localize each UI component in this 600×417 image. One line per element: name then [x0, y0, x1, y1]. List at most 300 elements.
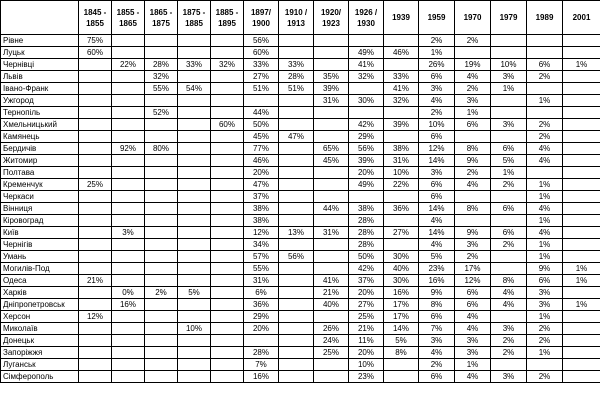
value-cell: 37% — [349, 275, 384, 287]
value-cell — [384, 371, 419, 383]
table-row — [1, 251, 600, 263]
value-cell: 31% — [384, 155, 419, 167]
value-cell: 54% — [178, 83, 211, 95]
value-cell — [145, 167, 178, 179]
value-cell: 4% — [419, 215, 455, 227]
value-cell — [314, 179, 349, 191]
value-cell — [178, 143, 211, 155]
table-row — [1, 167, 600, 179]
value-cell — [211, 203, 244, 215]
value-cell — [314, 167, 349, 179]
value-cell: 11% — [349, 335, 384, 347]
value-cell: 51% — [244, 83, 279, 95]
value-cell: 1% — [527, 191, 563, 203]
value-cell — [178, 299, 211, 311]
value-cell: 38% — [349, 203, 384, 215]
value-cell: 92% — [112, 143, 145, 155]
value-cell: 20% — [244, 167, 279, 179]
header-period-cell: 1865 - 1875 — [145, 1, 178, 35]
value-cell — [563, 239, 600, 251]
value-cell — [211, 167, 244, 179]
city-name-cell: Полтава — [1, 167, 79, 179]
table-row — [1, 371, 600, 383]
value-cell — [279, 287, 314, 299]
value-cell: 5% — [384, 335, 419, 347]
value-cell — [563, 35, 600, 47]
value-cell: 4% — [455, 71, 491, 83]
value-cell: 6% — [527, 275, 563, 287]
value-cell: 33% — [384, 71, 419, 83]
value-cell — [211, 95, 244, 107]
value-cell — [563, 95, 600, 107]
city-name-cell: Чернівці — [1, 59, 79, 71]
value-cell — [279, 143, 314, 155]
value-cell: 36% — [244, 299, 279, 311]
value-cell: 2% — [419, 35, 455, 47]
value-cell: 1% — [527, 215, 563, 227]
value-cell — [211, 347, 244, 359]
city-name-cell: Чернігів — [1, 239, 79, 251]
value-cell: 55% — [244, 263, 279, 275]
value-cell — [145, 179, 178, 191]
value-cell — [145, 359, 178, 371]
value-cell — [211, 47, 244, 59]
value-cell — [79, 263, 112, 275]
value-cell: 5% — [491, 155, 527, 167]
value-cell — [211, 275, 244, 287]
table-row — [1, 119, 600, 131]
value-cell: 41% — [384, 83, 419, 95]
value-cell: 13% — [279, 227, 314, 239]
value-cell — [279, 299, 314, 311]
value-cell — [112, 203, 145, 215]
value-cell — [79, 359, 112, 371]
city-name-cell: Донецьк — [1, 335, 79, 347]
value-cell — [563, 323, 600, 335]
value-cell: 10% — [491, 59, 527, 71]
value-cell: 1% — [491, 167, 527, 179]
value-cell: 39% — [384, 119, 419, 131]
value-cell — [527, 359, 563, 371]
city-name-cell: Луганськ — [1, 359, 79, 371]
value-cell: 8% — [384, 347, 419, 359]
value-cell: 9% — [527, 263, 563, 275]
value-cell: 1% — [527, 311, 563, 323]
value-cell: 31% — [314, 227, 349, 239]
value-cell — [79, 119, 112, 131]
value-cell: 23% — [349, 371, 384, 383]
value-cell — [112, 191, 145, 203]
city-name-cell: Дніпропетровськ — [1, 299, 79, 311]
value-cell: 4% — [527, 227, 563, 239]
city-name-cell: Кременчук — [1, 179, 79, 191]
value-cell — [279, 35, 314, 47]
value-cell: 1% — [527, 179, 563, 191]
value-cell — [279, 275, 314, 287]
value-cell — [145, 323, 178, 335]
value-cell: 12% — [244, 227, 279, 239]
value-cell: 31% — [244, 275, 279, 287]
value-cell — [211, 155, 244, 167]
value-cell: 6% — [491, 203, 527, 215]
value-cell — [112, 359, 145, 371]
city-name-cell: Луцьк — [1, 47, 79, 59]
value-cell: 27% — [349, 299, 384, 311]
value-cell — [79, 323, 112, 335]
value-cell — [384, 359, 419, 371]
value-cell — [563, 311, 600, 323]
value-cell: 47% — [244, 179, 279, 191]
value-cell: 32% — [145, 71, 178, 83]
value-cell: 6% — [419, 71, 455, 83]
value-cell: 28% — [349, 215, 384, 227]
value-cell: 3% — [112, 227, 145, 239]
value-cell — [112, 239, 145, 251]
city-name-cell: Хмельницький — [1, 119, 79, 131]
city-name-cell: Львів — [1, 71, 79, 83]
value-cell — [211, 83, 244, 95]
value-cell — [79, 371, 112, 383]
value-cell: 3% — [419, 335, 455, 347]
value-cell: 1% — [455, 107, 491, 119]
value-cell: 16% — [384, 287, 419, 299]
value-cell — [178, 263, 211, 275]
table-row — [1, 275, 600, 287]
value-cell: 4% — [455, 311, 491, 323]
value-cell — [178, 35, 211, 47]
value-cell: 3% — [455, 335, 491, 347]
value-cell: 1% — [527, 347, 563, 359]
header-period-cell: 1920/ 1923 — [314, 1, 349, 35]
value-cell — [145, 335, 178, 347]
value-cell: 2% — [527, 71, 563, 83]
table-row — [1, 323, 600, 335]
value-cell: 4% — [455, 323, 491, 335]
value-cell — [211, 287, 244, 299]
value-cell — [178, 167, 211, 179]
value-cell — [279, 119, 314, 131]
value-cell: 4% — [527, 155, 563, 167]
value-cell — [178, 95, 211, 107]
value-cell: 38% — [244, 203, 279, 215]
value-cell: 40% — [314, 299, 349, 311]
value-cell: 0% — [112, 287, 145, 299]
value-cell: 2% — [491, 239, 527, 251]
value-cell — [178, 47, 211, 59]
value-cell: 75% — [79, 35, 112, 47]
value-cell — [314, 35, 349, 47]
value-cell — [178, 131, 211, 143]
value-cell — [178, 215, 211, 227]
header-period-cell: 1845 - 1855 — [79, 1, 112, 35]
value-cell — [112, 167, 145, 179]
value-cell — [145, 47, 178, 59]
value-cell — [112, 275, 145, 287]
header-period-cell: 1875 - 1885 — [178, 1, 211, 35]
value-cell — [314, 251, 349, 263]
header-period-cell: 1970 — [455, 1, 491, 35]
value-cell — [211, 239, 244, 251]
value-cell — [384, 191, 419, 203]
value-cell: 47% — [279, 131, 314, 143]
value-cell — [314, 131, 349, 143]
value-cell — [145, 119, 178, 131]
value-cell — [112, 131, 145, 143]
value-cell — [211, 107, 244, 119]
value-cell — [145, 95, 178, 107]
value-cell — [79, 191, 112, 203]
value-cell — [491, 107, 527, 119]
value-cell — [563, 227, 600, 239]
value-cell — [279, 335, 314, 347]
city-name-cell: Кіровоград — [1, 215, 79, 227]
value-cell: 49% — [349, 47, 384, 59]
table-row — [1, 287, 600, 299]
value-cell — [145, 251, 178, 263]
value-cell: 2% — [491, 335, 527, 347]
value-cell: 21% — [349, 323, 384, 335]
value-cell — [491, 311, 527, 323]
value-cell — [112, 251, 145, 263]
city-name-cell: Тернопіль — [1, 107, 79, 119]
value-cell: 9% — [455, 155, 491, 167]
value-cell: 14% — [384, 323, 419, 335]
value-cell: 1% — [527, 239, 563, 251]
value-cell: 9% — [455, 227, 491, 239]
value-cell — [211, 191, 244, 203]
value-cell — [563, 167, 600, 179]
value-cell: 3% — [419, 83, 455, 95]
value-cell — [79, 239, 112, 251]
value-cell — [384, 35, 419, 47]
value-cell — [178, 347, 211, 359]
value-cell: 4% — [419, 95, 455, 107]
value-cell — [349, 107, 384, 119]
value-cell: 3% — [527, 299, 563, 311]
header-period-cell: 1989 — [527, 1, 563, 35]
value-cell — [211, 179, 244, 191]
value-cell — [563, 251, 600, 263]
value-cell: 14% — [419, 227, 455, 239]
city-name-cell: Рівне — [1, 35, 79, 47]
value-cell — [314, 311, 349, 323]
value-cell — [112, 107, 145, 119]
value-cell — [178, 203, 211, 215]
value-cell: 21% — [79, 275, 112, 287]
value-cell — [178, 371, 211, 383]
value-cell — [79, 131, 112, 143]
value-cell: 30% — [349, 95, 384, 107]
table-row — [1, 311, 600, 323]
value-cell — [563, 215, 600, 227]
value-cell — [211, 263, 244, 275]
value-cell: 26% — [314, 323, 349, 335]
value-cell: 12% — [455, 275, 491, 287]
value-cell: 33% — [178, 59, 211, 71]
value-cell — [79, 347, 112, 359]
value-cell: 12% — [79, 311, 112, 323]
value-cell — [314, 47, 349, 59]
value-cell: 51% — [279, 83, 314, 95]
value-cell — [279, 95, 314, 107]
value-cell — [145, 155, 178, 167]
value-cell — [211, 323, 244, 335]
value-cell: 27% — [384, 227, 419, 239]
value-cell: 28% — [279, 71, 314, 83]
value-cell: 3% — [491, 323, 527, 335]
value-cell: 6% — [419, 131, 455, 143]
value-cell — [145, 263, 178, 275]
table-row — [1, 347, 600, 359]
value-cell — [178, 275, 211, 287]
value-cell: 31% — [314, 95, 349, 107]
value-cell: 6% — [491, 227, 527, 239]
value-cell: 32% — [384, 95, 419, 107]
value-cell — [178, 311, 211, 323]
value-cell — [79, 83, 112, 95]
value-cell: 22% — [112, 59, 145, 71]
value-cell — [112, 323, 145, 335]
value-cell: 60% — [211, 119, 244, 131]
value-cell — [145, 227, 178, 239]
value-cell: 44% — [244, 107, 279, 119]
value-cell — [314, 239, 349, 251]
value-cell — [79, 287, 112, 299]
value-cell — [112, 95, 145, 107]
value-cell — [211, 359, 244, 371]
header-period-cell: 1855 - 1865 — [112, 1, 145, 35]
value-cell — [491, 131, 527, 143]
value-cell: 55% — [145, 83, 178, 95]
value-cell: 4% — [455, 179, 491, 191]
value-cell — [178, 155, 211, 167]
value-cell: 2% — [419, 359, 455, 371]
value-cell — [145, 131, 178, 143]
value-cell — [491, 359, 527, 371]
table-row — [1, 83, 600, 95]
table-row — [1, 71, 600, 83]
value-cell: 6% — [527, 59, 563, 71]
header-period-cell: 1959 — [419, 1, 455, 35]
value-cell — [279, 359, 314, 371]
value-cell: 1% — [563, 59, 600, 71]
table-body — [1, 35, 600, 383]
value-cell: 2% — [527, 371, 563, 383]
value-cell: 5% — [178, 287, 211, 299]
value-cell: 29% — [244, 311, 279, 323]
value-cell — [178, 179, 211, 191]
value-cell: 60% — [244, 47, 279, 59]
value-cell: 20% — [349, 347, 384, 359]
city-name-cell: Вінниця — [1, 203, 79, 215]
city-name-cell: Бердичів — [1, 143, 79, 155]
table-row — [1, 239, 600, 251]
value-cell: 3% — [455, 95, 491, 107]
value-cell: 2% — [145, 287, 178, 299]
value-cell — [563, 71, 600, 83]
city-name-cell: Київ — [1, 227, 79, 239]
city-name-cell: Житомир — [1, 155, 79, 167]
value-cell — [314, 119, 349, 131]
value-cell: 4% — [455, 371, 491, 383]
table-row — [1, 191, 600, 203]
value-cell: 2% — [419, 107, 455, 119]
value-cell — [279, 215, 314, 227]
value-cell: 50% — [349, 251, 384, 263]
value-cell — [211, 335, 244, 347]
value-cell: 2% — [527, 323, 563, 335]
city-name-cell: Умань — [1, 251, 79, 263]
value-cell — [491, 191, 527, 203]
header-period-cell: 1939 — [384, 1, 419, 35]
value-cell — [145, 299, 178, 311]
city-name-cell: Одеса — [1, 275, 79, 287]
value-cell: 2% — [491, 347, 527, 359]
value-cell — [79, 143, 112, 155]
value-cell: 4% — [419, 239, 455, 251]
value-cell — [455, 191, 491, 203]
value-cell — [491, 215, 527, 227]
value-cell — [349, 83, 384, 95]
table-row — [1, 95, 600, 107]
value-cell: 28% — [349, 227, 384, 239]
value-cell: 8% — [455, 143, 491, 155]
value-cell — [145, 275, 178, 287]
value-cell: 39% — [314, 83, 349, 95]
value-cell — [112, 83, 145, 95]
value-cell: 32% — [211, 59, 244, 71]
value-cell: 1% — [563, 263, 600, 275]
value-cell: 2% — [455, 251, 491, 263]
value-cell: 16% — [419, 275, 455, 287]
value-cell — [279, 323, 314, 335]
city-name-cell: Херсон — [1, 311, 79, 323]
value-cell: 77% — [244, 143, 279, 155]
city-name-cell: Запоріжжя — [1, 347, 79, 359]
value-cell: 20% — [349, 167, 384, 179]
value-cell — [349, 35, 384, 47]
table-row — [1, 47, 600, 59]
value-cell: 3% — [491, 371, 527, 383]
value-cell — [349, 191, 384, 203]
value-cell: 33% — [279, 59, 314, 71]
value-cell: 14% — [419, 155, 455, 167]
value-cell: 6% — [419, 179, 455, 191]
value-cell — [455, 215, 491, 227]
table-row — [1, 35, 600, 47]
value-cell: 8% — [491, 275, 527, 287]
value-cell — [314, 371, 349, 383]
header-period-cell: 1979 — [491, 1, 527, 35]
value-cell: 29% — [349, 131, 384, 143]
value-cell — [563, 179, 600, 191]
value-cell: 14% — [419, 203, 455, 215]
table-row — [1, 359, 600, 371]
value-cell — [244, 335, 279, 347]
value-cell — [112, 335, 145, 347]
value-cell: 38% — [384, 143, 419, 155]
value-cell — [563, 47, 600, 59]
value-cell: 22% — [384, 179, 419, 191]
value-cell: 10% — [349, 359, 384, 371]
value-cell: 6% — [419, 191, 455, 203]
value-cell — [563, 119, 600, 131]
table-row — [1, 143, 600, 155]
value-cell — [112, 215, 145, 227]
value-cell: 1% — [419, 47, 455, 59]
value-cell: 7% — [419, 323, 455, 335]
value-cell: 9% — [419, 287, 455, 299]
